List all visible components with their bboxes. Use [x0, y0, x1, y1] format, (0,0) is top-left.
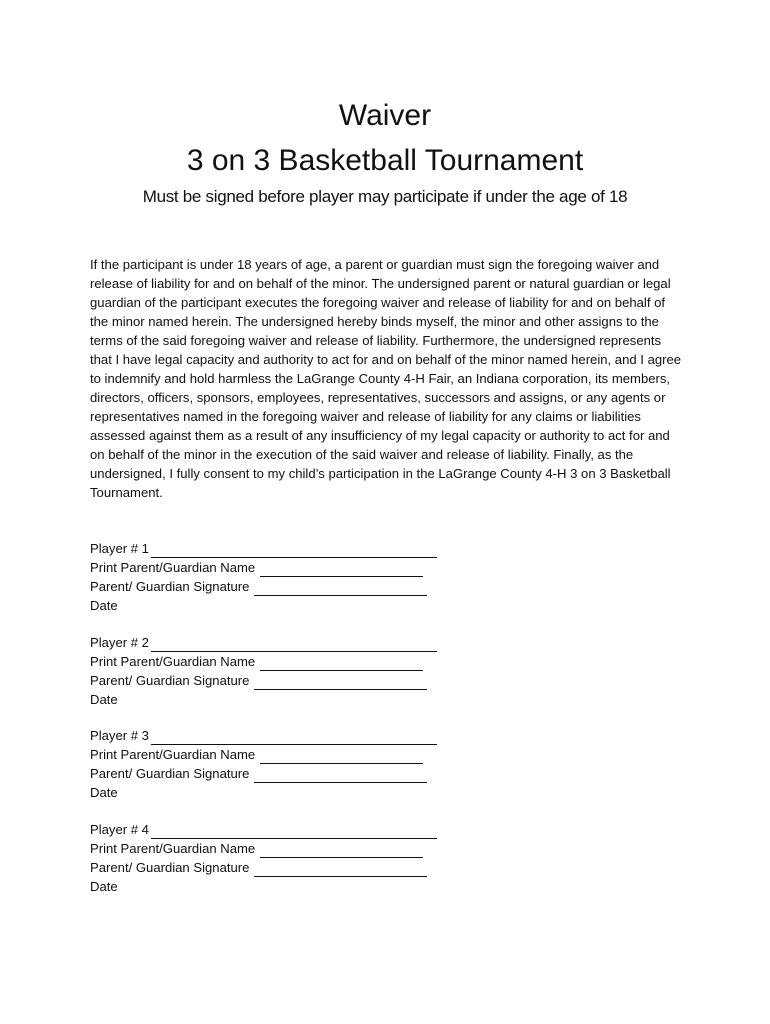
guardian-name-line: [90, 652, 450, 671]
guardian-name-line: [90, 558, 450, 577]
guardian-name-blank[interactable]: [260, 749, 423, 764]
player-label: Player # 3: [90, 728, 149, 743]
guardian-signature-blank[interactable]: [254, 581, 427, 596]
player-signature-block: [90, 726, 450, 802]
player-signature-block: [90, 539, 450, 615]
player-signature-block: [90, 633, 450, 709]
player-line: [90, 726, 450, 745]
player-name-blank[interactable]: [151, 730, 437, 745]
player-name-blank[interactable]: [151, 543, 437, 558]
guardian-name-blank[interactable]: [260, 562, 423, 577]
player-label: Player # 2: [90, 635, 149, 650]
guardian-name-label: Print Parent/Guardian Name: [90, 841, 256, 856]
guardian-name-label: Print Parent/Guardian Name: [90, 747, 256, 762]
guardian-name-line: [90, 839, 450, 858]
date-label: Date: [90, 879, 118, 894]
date-label: Date: [90, 598, 118, 613]
player-line: [90, 539, 450, 558]
guardian-signature-line: [90, 577, 450, 596]
guardian-name-blank[interactable]: [260, 843, 423, 858]
player-name-blank[interactable]: [151, 824, 437, 839]
date-line: [90, 783, 450, 802]
guardian-signature-label: Parent/ Guardian Signature: [90, 766, 250, 781]
player-line: [90, 633, 450, 652]
guardian-signature-blank[interactable]: [254, 768, 427, 783]
guardian-signature-blank[interactable]: [254, 675, 427, 690]
date-line: [90, 877, 450, 896]
guardian-signature-line: [90, 858, 450, 877]
guardian-name-line: [90, 745, 450, 764]
date-label: Date: [90, 785, 118, 800]
guardian-name-label: Print Parent/Guardian Name: [90, 560, 256, 575]
guardian-name-blank[interactable]: [260, 656, 423, 671]
date-line: [90, 596, 450, 615]
date-label: Date: [90, 692, 118, 707]
guardian-signature-line: [90, 764, 450, 783]
player-label: Player # 4: [90, 822, 149, 837]
guardian-signature-label: Parent/ Guardian Signature: [90, 579, 250, 594]
player-line: [90, 820, 450, 839]
player-signature-block: [90, 820, 450, 896]
player-label: Player # 1: [90, 541, 149, 556]
guardian-name-label: Print Parent/Guardian Name: [90, 654, 256, 669]
player-name-blank[interactable]: [151, 637, 437, 652]
document-subtitle: 3 on 3 Basketball Tournament: [186, 144, 584, 177]
age-requirement-note: Must be signed before player may participate if under the age of 18: [142, 187, 628, 206]
guardian-signature-line: [90, 671, 450, 690]
document-title: Waiver: [338, 99, 432, 132]
guardian-signature-blank[interactable]: [254, 862, 427, 877]
guardian-signature-label: Parent/ Guardian Signature: [90, 860, 250, 875]
date-line: [90, 690, 450, 709]
waiver-body-text: If the participant is under 18 years of age, a parent or guardian must sign the foregoing waiver and release of liability for and on behalf of the minor. The undersigned parent or natural guardian or legal guardian of the participant executes the foregoing waiver and release of liability for and on behalf of the minor named herein. The undersigned hereby binds myself, the minor and other assigns to the terms of the said foregoing waiver and release of liability. Furthermore, the undersigned represents that I have legal capacity and authority to act for and on behalf of the minor named herein, and I agree to indemnify and hold harmless the LaGrange County 4-H Fair, an Indiana corporation, its members, directors, officers, sponsors, employees, representatives, successors and assigns, or any agents or representatives named in the foregoing waiver and release of liability for any claims or liabilities assessed against them as a result of any insufficiency of my legal capacity or authority to act for and on behalf of the minor in the execution of the said waiver and release of liability. Finally, as the undersigned, I fully consent to my child’s participation in the LaGrange County 4-H 3 on 3 Basketball Tournament.: [90, 257, 682, 500]
guardian-signature-label: Parent/ Guardian Signature: [90, 673, 250, 688]
